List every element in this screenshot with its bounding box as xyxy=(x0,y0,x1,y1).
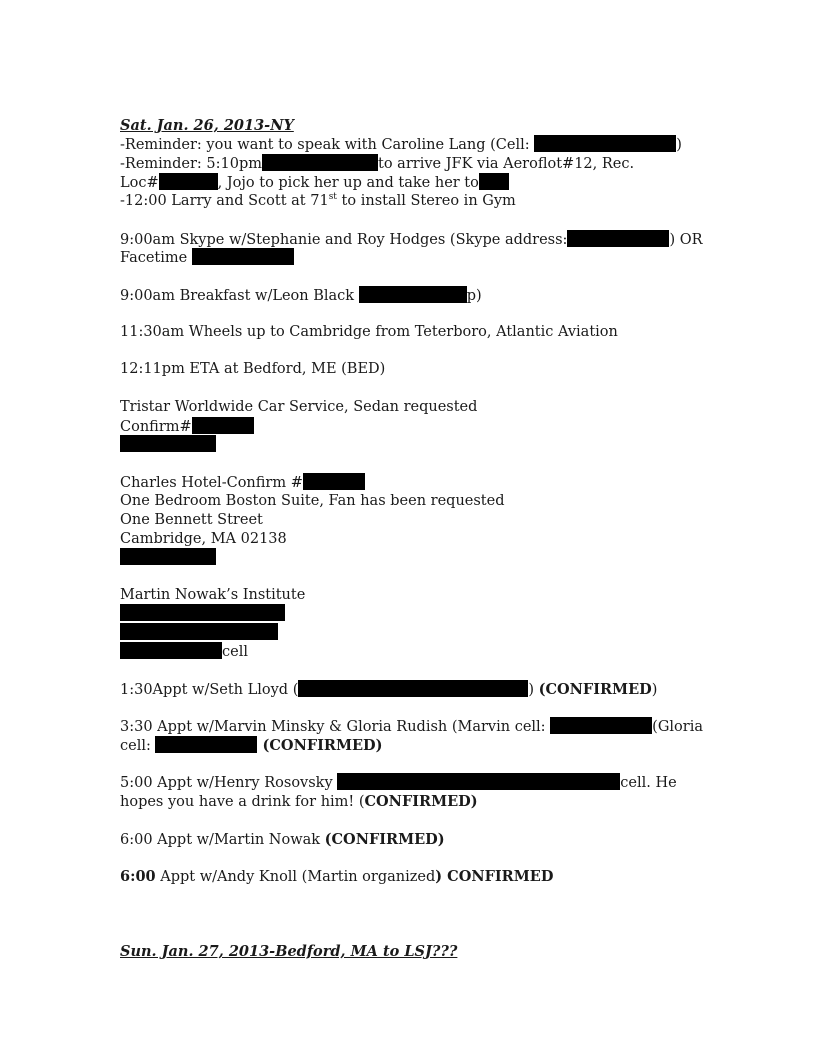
redaction-bar xyxy=(567,230,669,247)
redaction-bar xyxy=(155,736,257,753)
reminder-caroline-lang: -Reminder: you want to speak with Caroline Lang (Cell: ) xyxy=(120,137,682,153)
redaction-bar xyxy=(120,623,278,640)
redaction-bar xyxy=(192,417,254,434)
confirmed-status: (CONFIRMED) xyxy=(257,737,383,754)
redaction-bar xyxy=(120,435,216,452)
appointment-seth-lloyd: 1:30Appt w/Seth Lloyd ( ) (CONFIRMED) xyxy=(120,681,658,698)
redaction-bar xyxy=(262,154,378,171)
appointment-nowak: 6:00 Appt w/Martin Nowak (CONFIRMED) xyxy=(120,831,445,848)
redaction-bar xyxy=(120,604,285,621)
appointment-rosovsky: 5:00 Appt w/Henry Rosovsky cell. He xyxy=(120,775,677,791)
hotel-city: Cambridge, MA 02138 xyxy=(120,531,287,547)
confirmed-status: (CONFIRMED xyxy=(538,681,652,698)
hotel-street: One Bennett Street xyxy=(120,512,263,528)
redaction-bar xyxy=(120,642,222,659)
redaction-bar xyxy=(298,680,528,697)
appointment-minsky-rudish: 3:30 Appt w/Marvin Minsky & Gloria Rudish (Marvin cell: (Gloria xyxy=(120,719,703,735)
institute-cell: cell xyxy=(120,642,248,662)
redaction-bar xyxy=(120,548,216,565)
hotel-confirmation: Charles Hotel-Confirm # xyxy=(120,473,365,493)
eta-bedford: 12:11pm ETA at Bedford, ME (BED) xyxy=(120,361,386,377)
day-heading: Sun. Jan. 27, 2013-Bedford, MA to LSJ??? xyxy=(120,943,458,960)
redaction-bar xyxy=(479,173,509,190)
appointment-rosovsky-cont: hopes you have a drink for him! (CONFIRMED) xyxy=(120,793,478,810)
confirmed-status: ) CONFIRMED xyxy=(435,868,554,885)
skype-facetime: Facetime xyxy=(120,248,294,268)
car-service: Tristar Worldwide Car Service, Sedan requested xyxy=(120,399,478,415)
redaction-bar xyxy=(337,773,620,790)
institute-name: Martin Nowak’s Institute xyxy=(120,587,306,603)
redaction-bar xyxy=(192,248,294,265)
redaction-bar xyxy=(534,135,676,152)
confirmed-status: (CONFIRMED) xyxy=(324,831,445,848)
redaction-bar xyxy=(550,717,652,734)
hotel-room: One Bedroom Boston Suite, Fan has been requested xyxy=(120,493,505,509)
breakfast-appointment: 9:00am Breakfast w/Leon Black p) xyxy=(120,288,482,304)
confirmed-status: CONFIRMED) xyxy=(364,793,478,810)
reminder-jfk-arrival-cont: Loc# , Jojo to pick her up and take her to xyxy=(120,173,509,193)
reminder-stereo-install: -12:00 Larry and Scott at 71st to install Stereo in Gym xyxy=(120,192,516,209)
reminder-jfk-arrival: -Reminder: 5:10pm to arrive JFK via Aeroflot#12, Rec. xyxy=(120,156,635,172)
redaction-bar xyxy=(159,173,218,190)
wheels-up: 11:30am Wheels up to Cambridge from Teterboro, Atlantic Aviation xyxy=(120,324,618,340)
appointment-minsky-rudish-cont: cell: (CONFIRMED) xyxy=(120,737,383,754)
car-confirmation: Confirm# xyxy=(120,417,254,437)
redaction-bar xyxy=(359,286,467,303)
day-heading: Sat. Jan. 26, 2013-NY xyxy=(120,117,294,134)
skype-appointment: 9:00am Skype w/Stephanie and Roy Hodges (Skype address: ) OR xyxy=(120,232,703,248)
appointment-knoll: 6:00 Appt w/Andy Knoll (Martin organized) CONFIRMED xyxy=(120,868,554,885)
redaction-bar xyxy=(303,473,365,490)
